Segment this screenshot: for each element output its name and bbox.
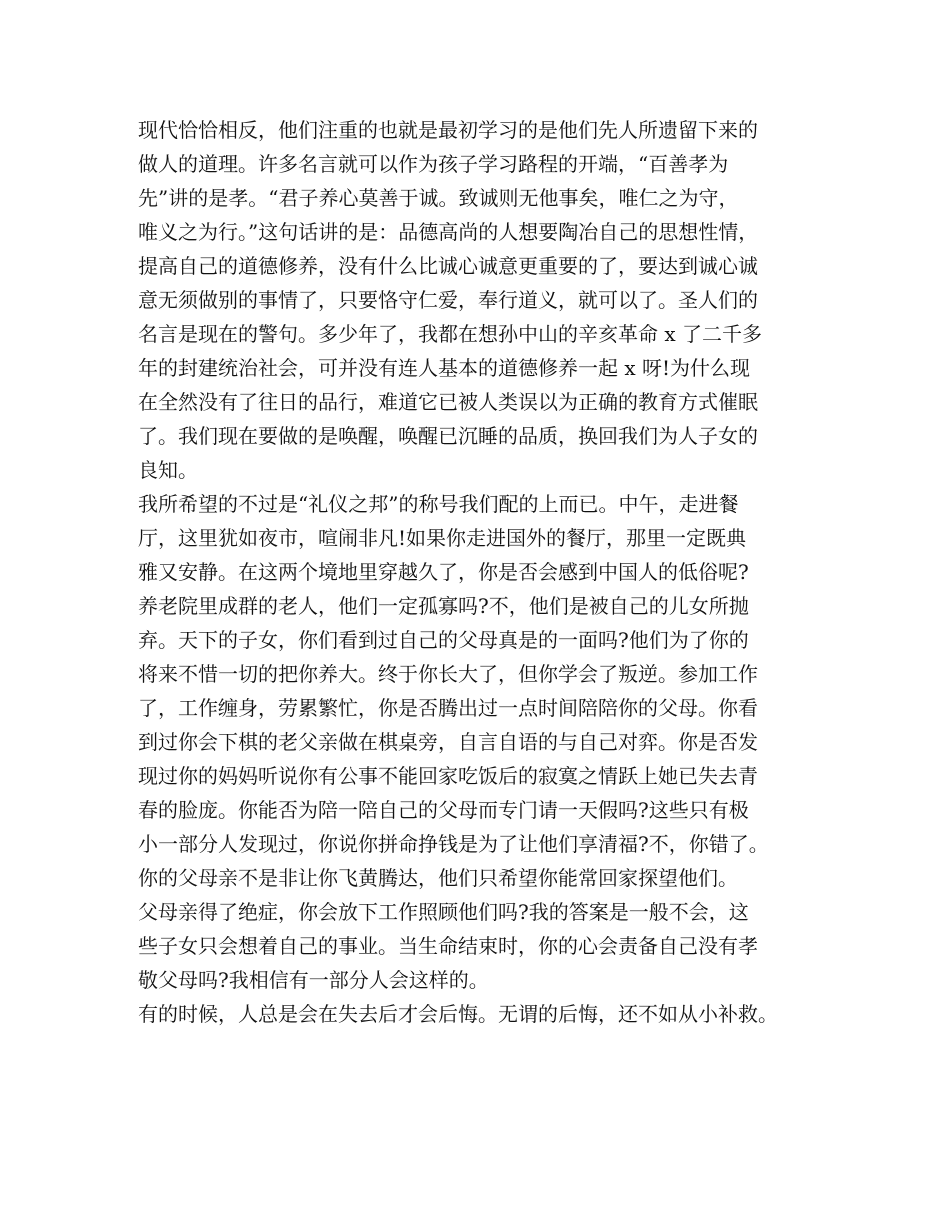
text-line: 在全然没有了往日的品行，难道它已被人类误以为正确的教育方式催眠 [138, 390, 758, 414]
text-line: 你的父母亲不是非让你飞黄腾达，他们只希望你能常回家探望他们。 [138, 866, 738, 890]
text-line: 有的时候，人总是会在失去后才会后悔。无谓的后悔，还不如从小补救。 [138, 1002, 778, 1026]
text-line: 养老院里成群的老人，他们一定孤寡吗?不，他们是被自己的儿女所抛 [138, 594, 749, 618]
text-line: 将来不惜一切的把你养大。终于你长大了，但你学会了叛逆。参加工作 [138, 662, 758, 686]
text-line: 厅，这里犹如夜市，喧闹非凡!如果你走进国外的餐厅，那里一定既典 [138, 526, 747, 550]
text-line: 敬父母吗?我相信有一部分人会这样的。 [138, 968, 489, 992]
text-line: 先”讲的是孝。“君子养心莫善于诚。致诚则无他事矣，唯仁之为守， [138, 186, 739, 210]
text-line: 唯义之为行。”这句话讲的是：品德高尚的人想要陶冶自己的思想性情， [138, 220, 759, 244]
text-line: 我所希望的不过是“礼仪之邦”的称号我们配的上而已。中午，走进餐 [138, 492, 739, 516]
document-page [138, 113, 838, 1031]
text-line: 年的封建统治社会，可并没有连人基本的道德修养一起 x 呀!为什么现 [138, 356, 751, 380]
text-line: 父母亲得了绝症，你会放下工作照顾他们吗?我的答案是一般不会，这 [138, 900, 749, 924]
text-line: 雅又安静。在这两个境地里穿越久了，你是否会感到中国人的低俗呢? [138, 560, 749, 584]
text-line: 了。我们现在要做的是唤醒，唤醒已沉睡的品质，换回我们为人子女的 [138, 424, 758, 448]
text-line: 些子女只会想着自己的事业。当生命结束时，你的心会责备自己没有孝 [138, 934, 758, 958]
text-line: 弃。天下的子女，你们看到过自己的父母真是的一面吗?他们为了你的 [138, 628, 749, 652]
text-line: 现过你的妈妈听说你有公事不能回家吃饭后的寂寞之情跃上她已失去青 [138, 764, 758, 788]
text-line: 现代恰恰相反，他们注重的也就是最初学习的是他们先人所遗留下来的 [138, 118, 758, 142]
text-line: 到过你会下棋的老父亲做在棋桌旁，自言自语的与自己对弈。你是否发 [138, 730, 758, 754]
text-line: 小一部分人发现过，你说你拼命挣钱是为了让他们享清福?不，你错了。 [138, 832, 769, 856]
text-line: 春的脸庞。你能否为陪一陪自己的父母而专门请一天假吗?这些只有极 [138, 798, 749, 822]
text-line: 良知。 [138, 458, 198, 482]
text-line: 名言是现在的警句。多少年了，我都在想孙中山的辛亥革命 x 了二千多 [138, 322, 762, 346]
text-line: 做人的道理。许多名言就可以作为孩子学习路程的开端，“百善孝为 [138, 152, 729, 176]
text-line: 提高自己的道德修养，没有什么比诚心诚意更重要的了，要达到诚心诚 [138, 254, 758, 278]
text-line: 了，工作缠身，劳累繁忙，你是否腾出过一点时间陪陪你的父母。你看 [138, 696, 758, 720]
text-line: 意无须做别的事情了，只要恪守仁爱，奉行道义，就可以了。圣人们的 [138, 288, 758, 312]
